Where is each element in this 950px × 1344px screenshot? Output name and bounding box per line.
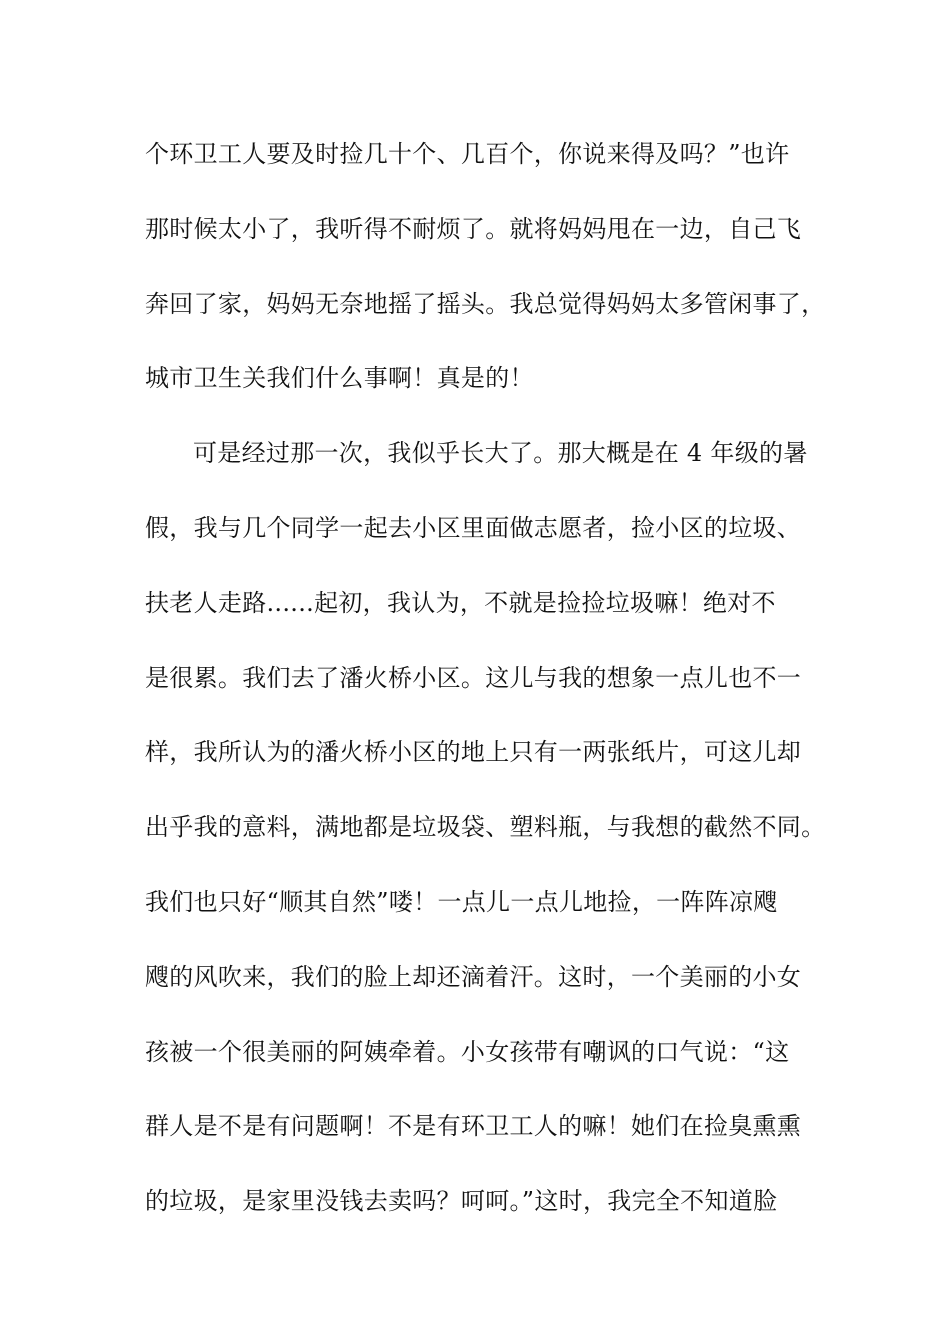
text-line: 城市卫生关我们什么事啊！真是的！ <box>145 364 534 393</box>
text-line: 扶老人走路......起初，我认为，不就是捡捡垃圾嘛！绝对不 <box>145 588 776 617</box>
text-line: 飕的风吹来，我们的脸上却还滴着汗。这时，一个美丽的小女 <box>145 962 802 991</box>
text-line: 个环卫工人要及时捡几十个、几百个，你说来得及吗？”也许 <box>145 140 790 168</box>
text-line: 那时候太小了，我听得不耐烦了。就将妈妈甩在一边，自己飞 <box>145 214 802 243</box>
text-line: 奔回了家，妈妈无奈地摇了摇头。我总觉得妈妈太多管闲事了， <box>145 289 826 318</box>
paragraph-start-line: 可是经过那一次，我似乎长大了。那大概是在 4 年级的暑 <box>193 439 808 468</box>
text-line: 群人是不是有问题啊！不是有环卫工人的嘛！她们在捡臭熏熏 <box>145 1112 802 1141</box>
essay-text <box>145 128 835 1250</box>
text-line: 孩被一个很美丽的阿姨牵着。小女孩带有嘲讽的口气说：“这 <box>145 1037 790 1066</box>
text-line: 我们也只好“顺其自然”喽！一点儿一点儿地捡，一阵阵凉飕 <box>145 887 778 916</box>
text-line: 是很累。我们去了潘火桥小区。这儿与我的想象一点儿也不一 <box>145 663 802 692</box>
text-line: 假，我与几个同学一起去小区里面做志愿者，捡小区的垃圾、 <box>145 513 802 542</box>
text-line: 样，我所认为的潘火桥小区的地上只有一两张纸片，可这儿却 <box>145 738 802 767</box>
text-line: 的垃圾，是家里没钱去卖吗？呵呵。”这时，我完全不知道脸 <box>145 1187 778 1216</box>
text-line: 出乎我的意料，满地都是垃圾袋、塑料瓶，与我想的截然不同。 <box>145 813 826 842</box>
